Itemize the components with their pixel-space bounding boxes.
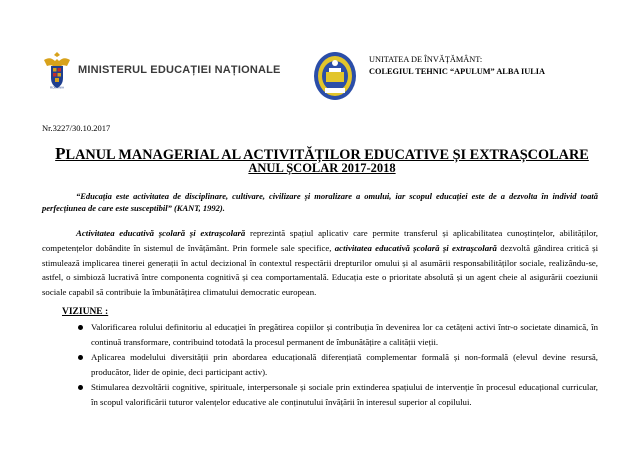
title-rest: LANUL MANAGERIAL AL ACTIVITĂȚILOR EDUCATIVE ȘI EXTRAȘCOLARE [65, 147, 589, 163]
ministry-name: MINISTERUL EDUCAȚIEI NAȚIONALE [78, 64, 281, 76]
vision-list [76, 320, 598, 410]
intro-emphasis-1: Activitatea educativă școlară și extrașcolară [76, 228, 246, 238]
vision-heading: VIZIUNE : [62, 307, 109, 317]
bullet-icon [78, 325, 83, 330]
intro-paragraph [42, 226, 598, 300]
registration-number: Nr.3227/30.10.2017 [42, 123, 111, 133]
intro-text-2: dezvoltă gândirea critică și stimulează implicarea tinerei generații în actul decizional în contextul respectării drepturilor omului și al asumării responsabilităților sociale, realizându-se, astfel, o simbioză lucrativă între componenta cognitivă și cea comportamentală. Educația este o prioritate absolută și un agent cheie al asigurării coeziunii sociale capabil să contribuie la îmbunătățirea climatului democratic european. [42, 242, 599, 298]
list-item [76, 350, 598, 380]
svg-text:ROMÂNIA: ROMÂNIA [49, 85, 65, 90]
document-subtitle: ANUL ȘCOLAR 2017-2018 [248, 161, 396, 175]
kant-quote: “Educația este activitatea de disciplinare, cultivare, civilizare și moralizare a omului, iar scopul educației este de a dezvolta în individ toată perfecțiunea de care este susceptibil” (KANT, 1992). [42, 191, 598, 213]
school-name: COLEGIUL TEHNIC “APULUM” ALBA IULIA [369, 67, 545, 76]
romanian-coat-of-arms-icon [42, 50, 72, 90]
list-item [76, 380, 598, 410]
intro-emphasis-2: activitatea educativă școlară și extrașcolară [334, 242, 497, 253]
bullet-icon [78, 355, 83, 360]
vision-item-text: Stimularea dezvoltării cognitive, spirituale, interpersonale și sociale prin extinderea spațiului de intervenție în procesul educațional curricular, în scopul valorificării tuturor valențelor educative ale conținutului învățării în interesul superior al copilului. [91, 382, 598, 407]
list-item [76, 320, 598, 350]
vision-item-text: Valorificarea rolului definitoriu al educației în pregătirea copiilor și contribuția în devenirea lor ca cetățeni activi într-o societate dinamică, în continuă transformare, contribuind totodată la procesul permanent de îmbunătățire a calității vieții. [91, 322, 598, 347]
unit-label: UNITATEA DE ÎNVĂȚĂMÂNT: [369, 55, 483, 64]
intro-text-1: reprezintă spațiul aplicativ care permite transferul și aplicabilitatea cunoștințelor, abilităților, competențelor dobândite în sistemul de învățământ. Prin formele sale specifice, [42, 228, 598, 253]
title-initial: P [55, 144, 66, 163]
ministry-header [42, 50, 281, 90]
vision-item-text: Aplicarea modelului diversității prin abordarea educațională diferențiată complementar formală și non-formală (elevul devine resursă, producător, lider de opinie, deci participant activ). [91, 352, 598, 377]
school-unit-header [369, 54, 545, 78]
bullet-icon [78, 385, 83, 390]
school-emblem-icon [312, 50, 358, 102]
